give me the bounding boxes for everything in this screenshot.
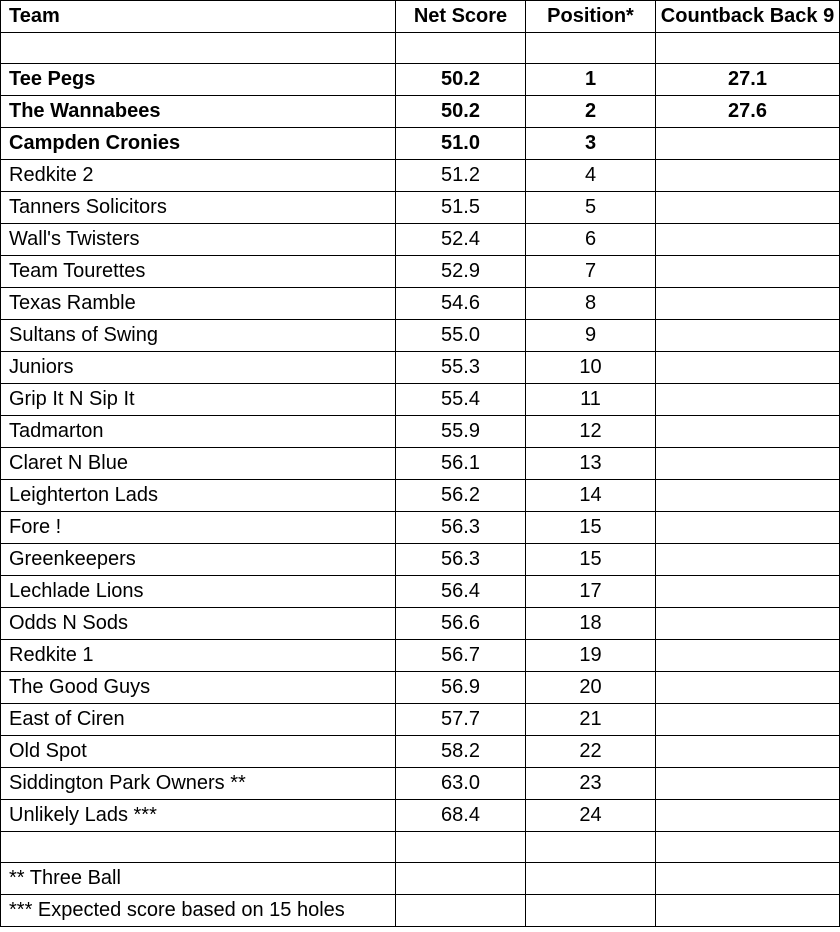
header-net-score: Net Score — [396, 1, 526, 33]
position-cell: 5 — [526, 192, 656, 224]
table-body — [1, 33, 840, 832]
net-score-cell: 56.6 — [396, 608, 526, 640]
team-name-cell: Siddington Park Owners ** — [1, 768, 396, 800]
empty-cell — [1, 33, 396, 64]
table-row — [1, 736, 840, 768]
net-score-cell: 52.4 — [396, 224, 526, 256]
team-name-cell: Sultans of Swing — [1, 320, 396, 352]
empty-cell — [526, 33, 656, 64]
header-countback: Countback Back 9 — [656, 1, 840, 33]
table-row — [1, 384, 840, 416]
table-row — [1, 64, 840, 96]
empty-row — [1, 33, 840, 64]
team-name-cell: Campden Cronies — [1, 128, 396, 160]
team-name-cell: Old Spot — [1, 736, 396, 768]
countback-cell — [656, 480, 840, 512]
empty-cell — [396, 863, 526, 895]
table-row — [1, 288, 840, 320]
countback-cell — [656, 224, 840, 256]
net-score-cell: 56.4 — [396, 576, 526, 608]
position-cell: 2 — [526, 96, 656, 128]
table-row — [1, 416, 840, 448]
table-row — [1, 800, 840, 832]
team-name-cell: Tanners Solicitors — [1, 192, 396, 224]
countback-cell — [656, 192, 840, 224]
table-row — [1, 160, 840, 192]
empty-cell — [526, 863, 656, 895]
team-name-cell: Team Tourettes — [1, 256, 396, 288]
team-name-cell: Tadmarton — [1, 416, 396, 448]
position-cell: 15 — [526, 544, 656, 576]
team-name-cell: Leighterton Lads — [1, 480, 396, 512]
countback-cell — [656, 672, 840, 704]
team-name-cell: Odds N Sods — [1, 608, 396, 640]
position-cell: 23 — [526, 768, 656, 800]
countback-cell — [656, 768, 840, 800]
table-row — [1, 608, 840, 640]
table-row — [1, 448, 840, 480]
header-team: Team — [1, 1, 396, 33]
empty-cell — [1, 832, 396, 863]
countback-cell — [656, 704, 840, 736]
countback-cell — [656, 128, 840, 160]
countback-cell — [656, 384, 840, 416]
position-cell: 8 — [526, 288, 656, 320]
net-score-cell: 55.0 — [396, 320, 526, 352]
countback-cell — [656, 352, 840, 384]
position-cell: 12 — [526, 416, 656, 448]
team-name-cell: Juniors — [1, 352, 396, 384]
table-row — [1, 672, 840, 704]
position-cell: 4 — [526, 160, 656, 192]
footnote-section — [1, 832, 840, 927]
net-score-cell: 51.5 — [396, 192, 526, 224]
empty-cell — [396, 832, 526, 863]
team-name-cell: East of Ciren — [1, 704, 396, 736]
table-row — [1, 320, 840, 352]
team-name-cell: Lechlade Lions — [1, 576, 396, 608]
table-row — [1, 224, 840, 256]
empty-cell — [656, 832, 840, 863]
team-name-cell: Tee Pegs — [1, 64, 396, 96]
countback-cell — [656, 608, 840, 640]
countback-cell: 27.1 — [656, 64, 840, 96]
countback-cell — [656, 448, 840, 480]
net-score-cell: 50.2 — [396, 64, 526, 96]
net-score-cell: 57.7 — [396, 704, 526, 736]
position-cell: 10 — [526, 352, 656, 384]
team-name-cell: Greenkeepers — [1, 544, 396, 576]
net-score-cell: 68.4 — [396, 800, 526, 832]
table-row — [1, 704, 840, 736]
net-score-cell: 56.9 — [396, 672, 526, 704]
net-score-cell: 56.1 — [396, 448, 526, 480]
position-cell: 15 — [526, 512, 656, 544]
net-score-cell: 52.9 — [396, 256, 526, 288]
countback-cell — [656, 544, 840, 576]
table-row — [1, 128, 840, 160]
table-row — [1, 96, 840, 128]
footnote-row — [1, 895, 840, 927]
empty-cell — [526, 832, 656, 863]
countback-cell — [656, 800, 840, 832]
table-row — [1, 544, 840, 576]
table-row — [1, 352, 840, 384]
header-row — [1, 1, 840, 33]
table-row — [1, 512, 840, 544]
position-cell: 3 — [526, 128, 656, 160]
position-cell: 24 — [526, 800, 656, 832]
net-score-cell: 58.2 — [396, 736, 526, 768]
net-score-cell: 54.6 — [396, 288, 526, 320]
countback-cell — [656, 320, 840, 352]
countback-cell — [656, 416, 840, 448]
empty-cell — [526, 895, 656, 927]
team-name-cell: Grip It N Sip It — [1, 384, 396, 416]
empty-cell — [396, 895, 526, 927]
header-position: Position* — [526, 1, 656, 33]
team-name-cell: Texas Ramble — [1, 288, 396, 320]
table-row — [1, 192, 840, 224]
team-name-cell: Claret N Blue — [1, 448, 396, 480]
table-row — [1, 480, 840, 512]
team-name-cell: Redkite 1 — [1, 640, 396, 672]
team-name-cell: Unlikely Lads *** — [1, 800, 396, 832]
table-row — [1, 768, 840, 800]
position-cell: 13 — [526, 448, 656, 480]
table-row — [1, 256, 840, 288]
position-cell: 18 — [526, 608, 656, 640]
net-score-cell: 55.9 — [396, 416, 526, 448]
footnote-expected-score: *** Expected score based on 15 holes — [1, 895, 396, 927]
net-score-cell: 56.3 — [396, 512, 526, 544]
position-cell: 17 — [526, 576, 656, 608]
position-cell: 6 — [526, 224, 656, 256]
position-cell: 19 — [526, 640, 656, 672]
table-row — [1, 576, 840, 608]
countback-cell — [656, 736, 840, 768]
team-name-cell: The Wannabees — [1, 96, 396, 128]
team-name-cell: Fore ! — [1, 512, 396, 544]
net-score-cell: 55.4 — [396, 384, 526, 416]
footnote-row — [1, 863, 840, 895]
empty-cell — [656, 895, 840, 927]
empty-cell — [656, 33, 840, 64]
countback-cell — [656, 256, 840, 288]
net-score-cell: 55.3 — [396, 352, 526, 384]
net-score-cell: 56.7 — [396, 640, 526, 672]
net-score-cell: 56.3 — [396, 544, 526, 576]
footnote-three-ball: ** Three Ball — [1, 863, 396, 895]
empty-row — [1, 832, 840, 863]
position-cell: 22 — [526, 736, 656, 768]
countback-cell — [656, 576, 840, 608]
countback-cell — [656, 160, 840, 192]
net-score-cell: 56.2 — [396, 480, 526, 512]
empty-cell — [656, 863, 840, 895]
countback-cell — [656, 512, 840, 544]
countback-cell: 27.6 — [656, 96, 840, 128]
position-cell: 11 — [526, 384, 656, 416]
countback-cell — [656, 288, 840, 320]
position-cell: 7 — [526, 256, 656, 288]
position-cell: 1 — [526, 64, 656, 96]
net-score-cell: 51.0 — [396, 128, 526, 160]
team-name-cell: The Good Guys — [1, 672, 396, 704]
position-cell: 21 — [526, 704, 656, 736]
team-name-cell: Wall's Twisters — [1, 224, 396, 256]
position-cell: 14 — [526, 480, 656, 512]
empty-cell — [396, 33, 526, 64]
team-name-cell: Redkite 2 — [1, 160, 396, 192]
table-row — [1, 640, 840, 672]
net-score-cell: 50.2 — [396, 96, 526, 128]
net-score-cell: 63.0 — [396, 768, 526, 800]
position-cell: 20 — [526, 672, 656, 704]
countback-cell — [656, 640, 840, 672]
position-cell: 9 — [526, 320, 656, 352]
net-score-cell: 51.2 — [396, 160, 526, 192]
